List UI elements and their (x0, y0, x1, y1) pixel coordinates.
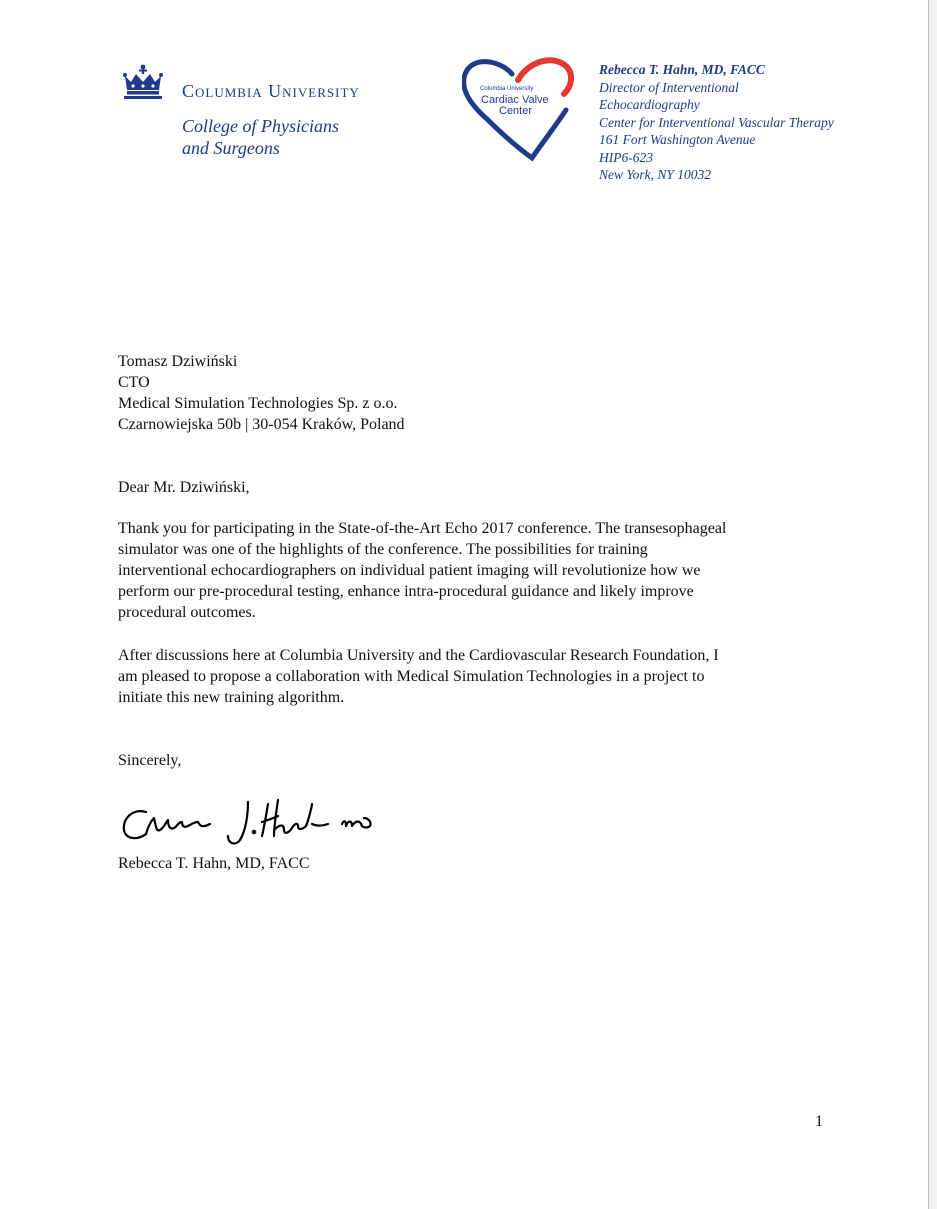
heart-logo-university-text: Columbia University (480, 86, 534, 92)
handwritten-signature (116, 796, 382, 848)
college-line-2: and Surgeons (182, 138, 280, 158)
paragraph-line: initiate this new training algorithm. (118, 689, 345, 706)
paragraph-line: perform our pre-procedural testing, enhance intra-procedural guidance and likely improve (118, 583, 694, 600)
paragraph-line: procedural outcomes. (118, 604, 256, 621)
columbia-crown-logo (122, 64, 164, 100)
recipient-address-block (118, 351, 405, 435)
page-number: 1 (815, 1113, 823, 1130)
recipient-name: Tomasz Dziwiński (118, 353, 238, 370)
college-wordmark (182, 115, 382, 159)
paragraph-2 (118, 645, 838, 708)
letterhead-city: New York, NY 10032 (599, 167, 712, 182)
letterhead-contact-block (599, 61, 834, 184)
letterhead-title-line-1: Director of Interventional (599, 79, 739, 95)
heart-logo-text (481, 95, 571, 117)
paragraph-line: simulator was one of the highlights of the conference. The possibilities for training (118, 541, 648, 558)
heart-logo-line-2: Center (499, 105, 533, 117)
recipient-address: Czarnowiejska 50b | 30-054 Kraków, Poland (118, 416, 405, 433)
page-edge-background (929, 0, 937, 1209)
recipient-title: CTO (118, 374, 150, 391)
letterhead-room: HIP6-623 (599, 149, 653, 165)
letterhead-center: Center for Interventional Vascular Therapy (599, 114, 834, 130)
letterhead-title-line-2: Echocardiography (599, 97, 700, 112)
paragraph-1 (118, 518, 838, 623)
closing: Sincerely, (118, 752, 182, 769)
signer-name: Rebecca T. Hahn, MD, FACC (118, 855, 310, 872)
salutation: Dear Mr. Dziwiński, (118, 479, 250, 496)
letterhead-name: Rebecca T. Hahn, MD, FACC (599, 62, 765, 77)
columbia-university-wordmark: Columbia University (182, 81, 360, 101)
paragraph-line: Thank you for participating in the State-of-the-Art Echo 2017 conference. The transesophageal (118, 520, 727, 537)
heart-logo-line-1: Cardiac Valve (481, 94, 549, 106)
recipient-company: Medical Simulation Technologies Sp. z o.o. (118, 395, 398, 412)
paragraph-line: interventional echocardiographers on individual patient imaging will revolutionize how we (118, 562, 701, 579)
paragraph-line: After discussions here at Columbia University and the Cardiovascular Research Foundation, I (118, 647, 719, 664)
letterhead-street: 161 Fort Washington Avenue (599, 132, 756, 147)
paragraph-line: am pleased to propose a collaboration with Medical Simulation Technologies in a project to (118, 668, 705, 685)
college-line-1: College of Physicians (182, 116, 339, 136)
